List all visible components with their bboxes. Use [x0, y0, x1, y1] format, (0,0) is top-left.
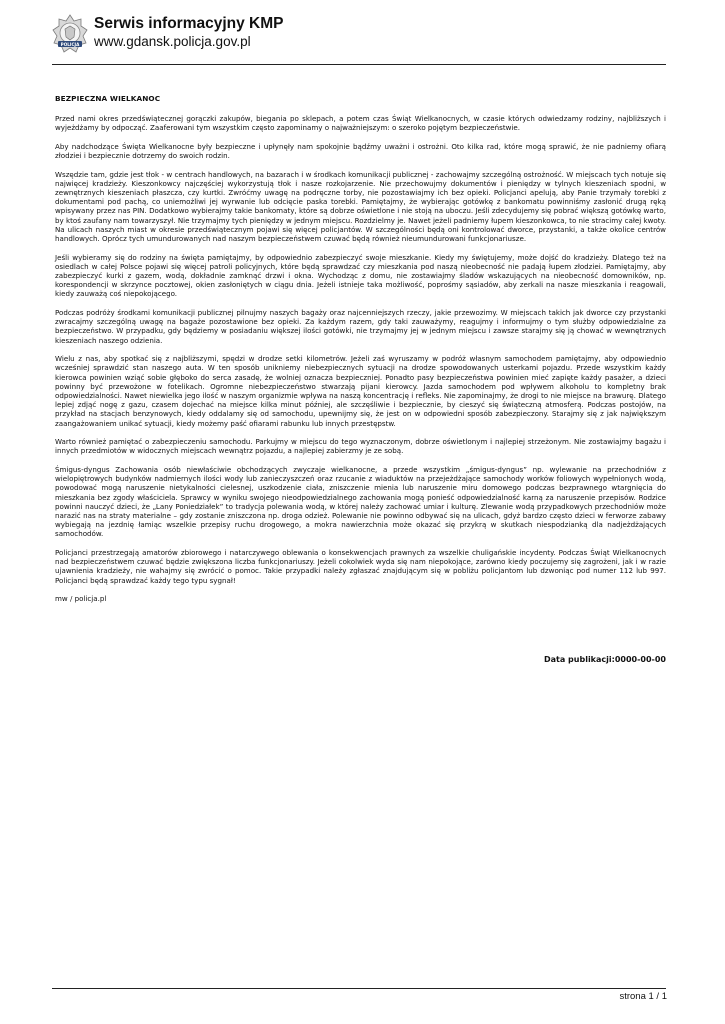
article-paragraph: Wielu z nas, aby spotkać się z najbliższymi, spędzi w drodze setki kilometrów. Jeżeli zaś wyruszamy w podróż własnym samochodem pamiętajmy, aby odpowiednio wcześniej sprawdzić stan naszego auta. W ten sposób unikniemy niebezpiecznych sytuacji na drodze spowodowanych usterkami pojazdu. Przede wszystkim każdy kierowca powinien wziąć sobie głęboko do serca zasadę, że wolniej oznacza bezpieczniej. Ponadto pasy bezpieczeństwa powinien mieć zapięte każdy pasażer, a dzieci powinny być przewożone w fotelikach. Ogromne niebezpieczeństwo stwarzają pijani kierowcy. Jazda samochodem pod wpływem alkoholu to kompletny brak odpowiedzialności. Nawet niewielka jego ilość w naszym organizmie wpływa na naszą koncentrację i refleks. Nie zapominajmy, że drogi to nie miejsce na brawurę. Dlatego lepiej zdjąć nogę z gazu, czasem dojechać na miejsce kilka minut później, ale szczęśliwie i bezpiecznie, by cieszyć się świąteczną atmosferą. Podczas postojów, na przykład na stacjach benzynowych, kiedy oddalamy się od samochodu, upewnijmy się, że jest on w odpowiedni sposób zabezpieczony. Starajmy się z jak największym zaangażowaniem unikać sytuacji, kiedy możemy paść ofiarami rabunku lub innych przestępstw.: [55, 354, 666, 428]
article-paragraph: Jeśli wybieramy się do rodziny na święta pamiętajmy, by odpowiednio zabezpieczyć swoje mieszkanie. Kiedy my świętujemy, może dojść do kradzieży. Dlatego też na osiedlach w całej Polsce pojawi się więcej patroli policyjnych, które będą sprawdzać czy mieszkania pod naszą nieobecność nie padają łupem złodziei. Pamiętajmy, aby zabezpieczyć kurki z gazem, wodą, dokładnie zamknąć drzwi i okna. Wychodząc z domu, nie zostawiajmy śladów wskazujących na nieobecność domowników, np. korespondencji w skrzynce pocztowej, okien zasłoniętych w ciągu dnia. Jeżeli istnieje taka możliwość, poprośmy sąsiadów, aby zerkali na nasze mieszkania i reagowali, kiedy zauważą coś niepokojącego.: [55, 252, 666, 299]
site-title: Serwis informacyjny KMP: [94, 15, 284, 32]
publication-date: Data publikacji:0000-00-00: [544, 655, 666, 664]
footer-divider: [52, 988, 666, 989]
article-body: [55, 94, 666, 613]
article-paragraph: Aby nadchodzące Święta Wielkanocne były bezpieczne i upłynęły nam spokojnie bądźmy uważni i ostrożni. Oto kilka rad, które mogą sprawić, że nie padniemy ofiarą złodziei i bezpiecznie dotrzemy do swoich rodzin.: [55, 141, 666, 160]
article-paragraph: Wszędzie tam, gdzie jest tłok - w centrach handlowych, na bazarach i w środkach komunikacji publicznej - zachowajmy szczególną ostrożność. W miejscach tych notuje się najwięcej kradzieży. Kieszonkowcy najczęściej wykorzystują tłok i nasze rozkojarzenie. Nie przechowujmy dokumentów i pieniędzy w tylnych kieszeniach spodni, w zewnętrznych kieszeniach płaszcza, czy kurtki. Zwróćmy uwagę na podręczne torby, nie pozostawiajmy ich bez opieki. Policjanci apelują, aby Panie trzymały torebki z dokumentami pod pachą, co uniemożliwi jej wyrwanie lub odcięcie paska torebki. Pamiętajmy, że wybierając gotówkę z bankomatu powinniśmy zasłonić drugą ręką wpisywany przez nas PIN. Dodatkowo wybierajmy takie bankomaty, które są dobrze oświetlone i nie stoją na uboczu. Jeśli zdecydujemy się pobrać większą gotówkę warto, by ktoś zaufany nam towarzyszył. Nie trzymajmy tych pieniędzy w jednym miejscu. Rozdzielmy je. Nawet jeżeli padniemy łupem kieszonkowca, to nie stracimy całej kwoty. Na ulicach naszych miast w okresie przedświątecznym pojawi się więcej policjantów. W szczególności będą oni kontrolować dworce, przystanki, a także okolice centrów handlowych. Oprócz tych umundurowanych nad naszym bezpieczeństwem czuwać będą również nieumundurowani funkcjonariusze.: [55, 169, 666, 244]
site-title-block: [94, 14, 284, 50]
article-paragraph: Śmigus-dyngus Zachowania osób niewłaściwie obchodzących zwyczaje wielkanocne, a przede wszystkim „śmigus-dyngus” np. wylewanie na przechodniów z wielopiętrowych budynków nadmiernych ilości wody lub zanieczyszczeń oraz rzucanie z wiaduktów na przejeżdżające samochody worków foliowych wypełnionych wodą, powodować mogą naruszenie nietykalności cielesnej, uszkodzenie ciała, zniszczenie mienia lub naruszenie miru domowego podczas bezprawnego wtargnięcia do mieszkania bez zgody właściciela. Sprawcy w wyniku swojego nieodpowiedzialnego zachowania mogą ponieść odpowiedzialność karną za naruszenie przepisów. Rodzice powinni nauczyć dzieci, że „Lany Poniedziałek” to tradycja polewania wodą, w której należy zachować umiar i kulturę. Zlewanie wodą przypadkowych przechodniów może narazić nas na straty materialne – gdy zostanie zniszczona np. droga odzież. Polewanie nie powinno odbywać się na ulicach, gdyż bardzo często dzieci w ferworze zabawy wybiegają na jezdnię łamiąc wszelkie przepisy ruchu drogowego, a mokra nawierzchnia może okazać się przykrą w skutkach niespodzianką dla nadjeżdżających samochodów.: [55, 465, 666, 539]
police-badge-logo: [52, 14, 88, 54]
badge-label: POLICJA: [60, 41, 80, 47]
article-source: mw / policja.pl: [55, 594, 107, 604]
site-header: [52, 14, 284, 60]
article-title: BEZPIECZNA WIELKANOC: [55, 94, 161, 103]
article-paragraph: Podczas podróży środkami komunikacji publicznej pilnujmy naszych bagaży oraz najcenniejszych rzeczy, jakie przewozimy. W miejscach takich jak dworce czy przystanki zwracajmy szczególną uwagę na bagaże pozostawione bez opieki. Za każdym razem, gdy taki zauważymy, reagujmy i informujmy o tym służby odpowiedzialne za bezpieczeństwo. W przypadku, gdy będziemy w posiadaniu większej ilości gotówki, nie trzymajmy jej w jednym miejscu i zawsze starajmy się ją chować w wewnętrznych kieszeniach naszego odzienia.: [55, 308, 666, 345]
header-divider: [52, 64, 666, 65]
article-paragraph: Policjanci przestrzegają amatorów zbiorowego i natarczywego oblewania o konsekwencjach prawnych za wszelkie chuligańskie incydenty. Podczas Świąt Wielkanocnych nad bezpieczeństwem czuwać będzie zwiększona liczba funkcjonariuszy. Jeżeli cokolwiek wyda się nam niepokojące, zarówno kiedy poczujemy się zagrożeni, jak i w razie ujawnienia kradzieży, nie wahajmy się zwrócić o pomoc. Takie przypadki należy zgłaszać znajdującym się w pobliżu policjantom lub dzwoniąc pod numer 112 lub 997. Policjanci będą sprawdzać każdy tego typu sygnał!: [55, 548, 666, 585]
article-paragraph: Przed nami okres przedświątecznej gorączki zakupów, biegania po sklepach, a potem czas Świąt Wielkanocnych, w czasie których odwiedzamy rodziny, najbliższych i wyjeżdżamy by odpocząć. Zaaferowani tym wszystkim często zapominamy o najważniejszym: o szeroko pojętym bezpieczeństwie.: [55, 114, 666, 133]
article-paragraph: Warto również pamiętać o zabezpieczeniu samochodu. Parkujmy w miejscu do tego wyznaczonym, dobrze oświetlonym i najlepiej strzeżonym. Nie zostawiajmy bagażu i innych przedmiotów w widocznych miejscach wewnątrz pojazdu, a najlepiej zabierzmy je ze sobą.: [55, 437, 666, 456]
site-url: www.gdansk.policja.gov.pl: [94, 34, 251, 49]
page-number: strona 1 / 1: [619, 991, 667, 1002]
